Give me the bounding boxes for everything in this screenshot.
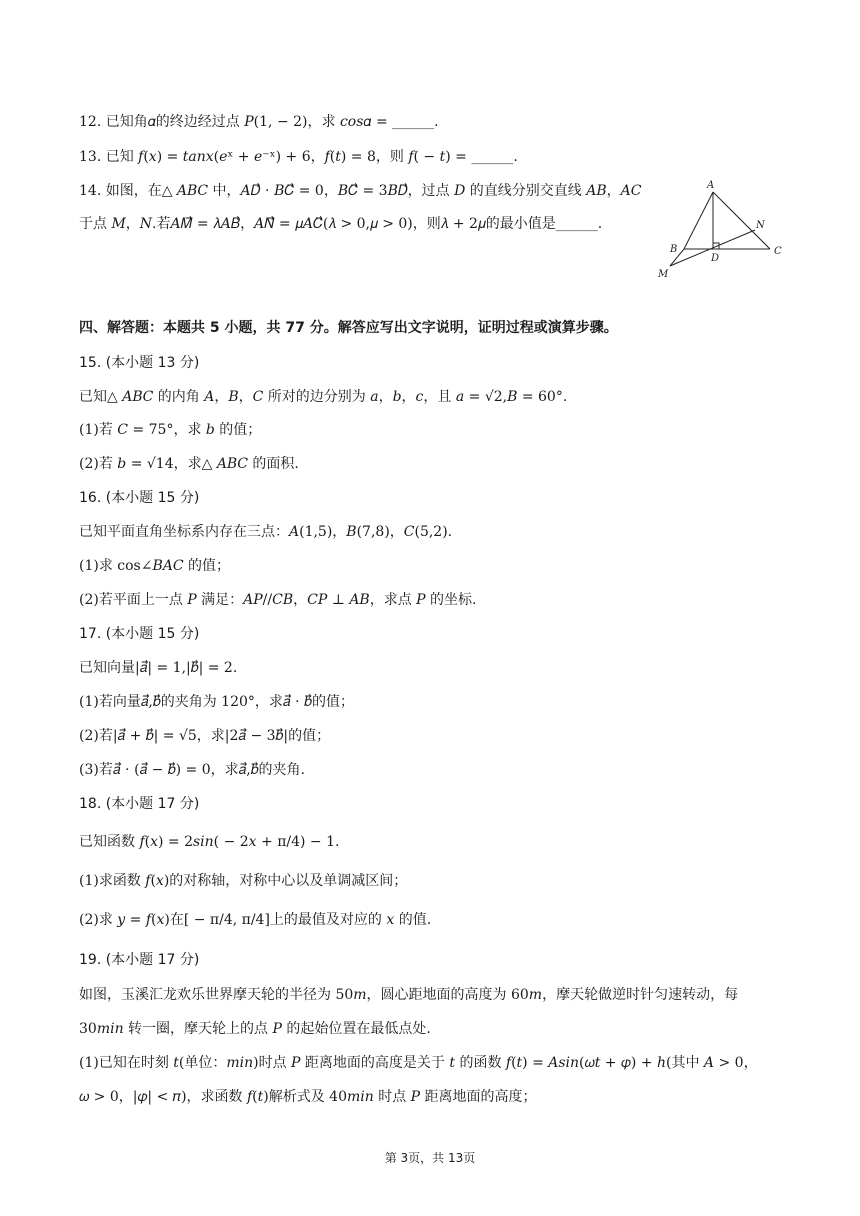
q15-part2: (2)若 𝑏 = √14，求△ 𝐴𝐵𝐶 的面积. bbox=[79, 456, 299, 472]
q19-stem-2: 30𝑚𝑖𝑛 转一圈，摩天轮上的点 𝑃 的起始位置在最低点处. bbox=[79, 1021, 431, 1037]
q17-part2: (2)若|𝑎⃗ + 𝑏⃗| = √5，求|2𝑎⃗ − 3𝑏⃗|的值； bbox=[79, 728, 331, 744]
q17-stem: 已知向量|𝑎⃗| = 1,|𝑏⃗| = 2. bbox=[79, 660, 238, 676]
q19-header: 19. (本小题 17 分) bbox=[79, 952, 200, 968]
q17-header: 17. (本小题 15 分) bbox=[79, 626, 200, 642]
q14-line-1: 14. 如图，在△ 𝐴𝐵𝐶 中，𝐴𝐷⃗ ⋅ 𝐵𝐶⃗ = 0，𝐵𝐶⃗ = 3𝐵𝐷⃗，过点 𝐷 的直线分别交直线 𝐴𝐵，𝐴𝐶 bbox=[79, 183, 642, 199]
q13-line: 13. 已知 𝑓(𝑥) = 𝑡𝑎𝑛𝑥(𝑒ˣ + 𝑒⁻ˣ) + 6，𝑓(𝑡) = 8，则 𝑓( − 𝑡) = ______. bbox=[79, 149, 518, 165]
q16-part1: (1)求 cos∠𝐵𝐴𝐶 的值； bbox=[79, 558, 231, 574]
label-m: M bbox=[658, 269, 669, 280]
q16-stem: 已知平面直角坐标系内存在三点：𝐴(1,5)，𝐵(7,8)，𝐶(5,2). bbox=[79, 524, 453, 540]
q12-line: 12. 已知角𝛼的终边经过点 𝑃(1, − 2)，求 𝑐𝑜𝑠𝛼 = ______. bbox=[79, 114, 439, 130]
q15-stem: 已知△ 𝐴𝐵𝐶 的内角 𝐴，𝐵，𝐶 所对的边分别为 𝑎，𝑏，𝑐，且 𝑎 = √2,𝐵 = 60°. bbox=[79, 389, 568, 405]
label-b: B bbox=[670, 244, 678, 255]
page-footer: 第 3页，共 13页 bbox=[384, 1151, 476, 1165]
q15-header: 15. (本小题 13 分) bbox=[79, 355, 200, 371]
label-d: D bbox=[711, 253, 720, 264]
label-n: N bbox=[756, 220, 765, 231]
q17-part1: (1)若向量𝑎⃗,𝑏⃗的夹角为 120°，求𝑎⃗ ⋅ 𝑏⃗的值； bbox=[79, 694, 355, 710]
triangle-figure bbox=[650, 176, 800, 284]
section-4-heading: 四、解答题：本题共 5 小题，共 77 分。解答应写出文字说明，证明过程或演算步骤。 bbox=[79, 320, 618, 336]
q14-line-2: 于点 𝑀，𝑁.若𝐴𝑀⃗ = 𝜆𝐴𝐵⃗，𝐴𝑁⃗ = 𝜇𝐴𝐶⃗(𝜆 > 0,𝜇 > 0)，则𝜆 + 2𝜇的最小值是______. bbox=[79, 216, 603, 232]
q15-part1: (1)若 𝐶 = 75°，求 𝑏 的值； bbox=[79, 422, 262, 438]
label-a: A bbox=[707, 180, 715, 191]
q19-stem-1: 如图，玉溪汇龙欢乐世界摩天轮的半径为 50𝑚，圆心距地面的高度为 60𝑚，摩天轮做逆时针匀速转动，每 bbox=[79, 987, 739, 1003]
label-c: C bbox=[774, 246, 782, 257]
q18-part1: (1)求函数 𝑓(𝑥)的对称轴，对称中心以及单调减区间； bbox=[79, 873, 408, 889]
q18-part2: (2)求 𝑦 = 𝑓(𝑥)在[ − π/4, π/4]上的最值及对应的 𝑥 的值. bbox=[79, 912, 432, 928]
segment-ab bbox=[684, 192, 713, 249]
q18-stem: 已知函数 𝑓(𝑥) = 2𝑠𝑖𝑛( − 2𝑥 + π/4) − 1. bbox=[79, 834, 340, 850]
q18-header: 18. (本小题 17 分) bbox=[79, 796, 200, 812]
q19-part1-2: 𝜔 > 0，|𝜑| < 𝜋)，求函数 𝑓(𝑡)解析式及 40𝑚𝑖𝑛 时点 𝑃 距离地面的高度； bbox=[79, 1089, 537, 1105]
q17-part3: (3)若𝑎⃗ ⋅ (𝑎⃗ − 𝑏⃗) = 0，求𝑎⃗,𝑏⃗的夹角. bbox=[79, 762, 305, 778]
q16-header: 16. (本小题 15 分) bbox=[79, 490, 200, 506]
q19-part1-1: (1)已知在时刻 𝑡(单位：𝑚𝑖𝑛)时点 𝑃 距离地面的高度是关于 𝑡 的函数 𝑓(𝑡) = 𝐴𝑠𝑖𝑛(𝜔𝑡 + 𝜑) + ℎ(其中 𝐴 > 0， bbox=[79, 1055, 758, 1071]
q16-part2: (2)若平面上一点 𝑃 满足：𝐴𝑃//𝐶𝐵，𝐶𝑃 ⊥ 𝐴𝐵，求点 𝑃 的坐标. bbox=[79, 592, 477, 608]
